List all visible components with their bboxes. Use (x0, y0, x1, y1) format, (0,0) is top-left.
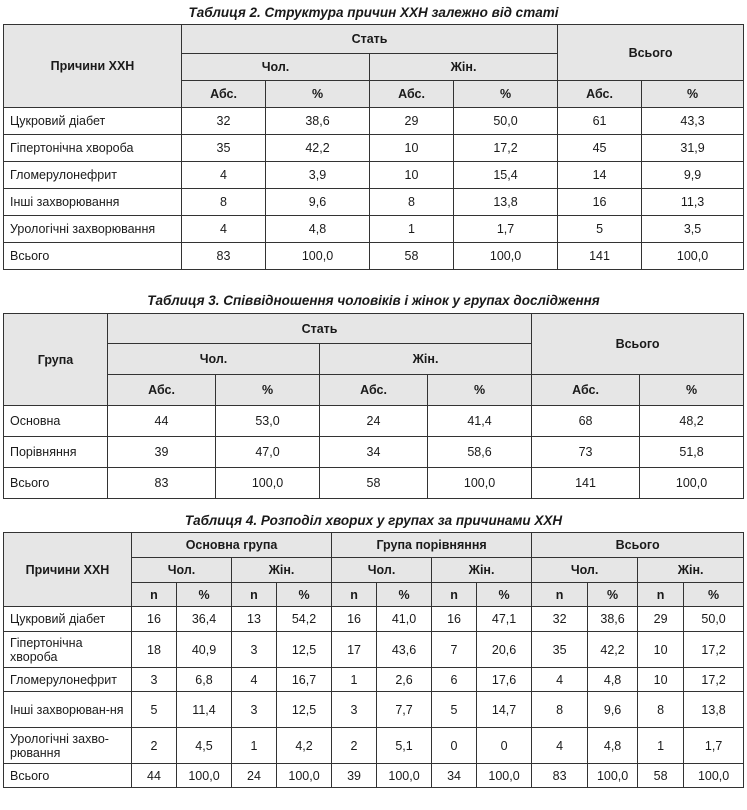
table-cell: 13,8 (684, 692, 744, 728)
table-cell: 39 (108, 437, 216, 468)
header-male: Чол. (182, 54, 370, 81)
header-main-group: Основна група (132, 533, 332, 558)
table-row (4, 692, 744, 728)
row-label: Урологічні захворювання (4, 216, 182, 243)
table-cell: 9,6 (266, 189, 370, 216)
header-n: n (638, 583, 684, 607)
table-cell: 54,2 (277, 607, 332, 632)
header-female: Жін. (638, 558, 744, 583)
table-cell: 4,8 (266, 216, 370, 243)
table4 (3, 532, 744, 788)
table-row (4, 108, 744, 135)
table-cell: 16 (432, 607, 477, 632)
table-cell: 5 (558, 216, 642, 243)
table-cell: 11,3 (642, 189, 744, 216)
table-cell: 4 (182, 162, 266, 189)
row-label: Порівняння (4, 437, 108, 468)
table-cell: 14,7 (477, 692, 532, 728)
table-cell: 12,5 (277, 632, 332, 668)
header-abs: Абс. (108, 375, 216, 406)
table-cell: 100,0 (266, 243, 370, 270)
table-cell: 42,2 (266, 135, 370, 162)
table-cell: 1 (638, 728, 684, 764)
table-cell: 3,5 (642, 216, 744, 243)
table-cell: 4,5 (177, 728, 232, 764)
table-cell: 41,0 (377, 607, 432, 632)
table-cell: 3 (232, 692, 277, 728)
table-cell: 17,6 (477, 668, 532, 692)
row-label: Гіпертонічна хвороба (4, 632, 132, 668)
table-cell: 50,0 (454, 108, 558, 135)
table-cell: 2,6 (377, 668, 432, 692)
table-cell: 4 (532, 668, 588, 692)
table-cell: 100,0 (642, 243, 744, 270)
table-cell: 7,7 (377, 692, 432, 728)
header-male: Чол. (332, 558, 432, 583)
table-cell: 45 (558, 135, 642, 162)
table-row (4, 728, 744, 764)
table-cell: 13 (232, 607, 277, 632)
table-cell: 4 (532, 728, 588, 764)
table-cell: 34 (320, 437, 428, 468)
table-cell: 38,6 (588, 607, 638, 632)
table-cell: 3 (332, 692, 377, 728)
header-comparison-group: Група порівняння (332, 533, 532, 558)
table-cell: 20,6 (477, 632, 532, 668)
table-cell: 100,0 (277, 764, 332, 788)
table-cell: 2 (132, 728, 177, 764)
row-label: Урологічні захво-рювання (4, 728, 132, 764)
table-cell: 8 (370, 189, 454, 216)
table-cell: 4 (182, 216, 266, 243)
header-reasons: Причини ХХН (4, 25, 182, 108)
header-sex: Стать (108, 314, 532, 344)
table-row (4, 764, 744, 788)
table-row (4, 468, 744, 499)
table4-body (4, 607, 744, 788)
header-n: n (532, 583, 588, 607)
table-cell: 24 (320, 406, 428, 437)
table-cell: 1,7 (454, 216, 558, 243)
row-label: Основна (4, 406, 108, 437)
header-female: Жін. (432, 558, 532, 583)
row-label: Цукровий діабет (4, 108, 182, 135)
header-abs: Абс. (532, 375, 640, 406)
table-cell: 18 (132, 632, 177, 668)
header-male: Чол. (108, 344, 320, 375)
header-abs: Абс. (370, 81, 454, 108)
table-cell: 32 (532, 607, 588, 632)
table-cell: 5,1 (377, 728, 432, 764)
table-cell: 17 (332, 632, 377, 668)
row-label: Цукровий діабет (4, 607, 132, 632)
header-pct: % (454, 81, 558, 108)
table-cell: 141 (532, 468, 640, 499)
table-cell: 35 (532, 632, 588, 668)
table-cell: 3,9 (266, 162, 370, 189)
table-cell: 100,0 (477, 764, 532, 788)
table-cell: 48,2 (640, 406, 744, 437)
header-pct: % (428, 375, 532, 406)
table-cell: 10 (370, 162, 454, 189)
table-cell: 1 (232, 728, 277, 764)
table-row (4, 135, 744, 162)
table-cell: 5 (432, 692, 477, 728)
table-cell: 41,4 (428, 406, 532, 437)
header-total: Всього (558, 25, 744, 81)
table-cell: 17,2 (454, 135, 558, 162)
table-cell: 2 (332, 728, 377, 764)
header-abs: Абс. (558, 81, 642, 108)
table-cell: 4 (232, 668, 277, 692)
table-cell: 58 (638, 764, 684, 788)
table-cell: 10 (638, 668, 684, 692)
table-cell: 4,8 (588, 728, 638, 764)
table3-caption: Таблиця 3. Співвідношення чоловіків і жінок у групах дослідження (147, 293, 600, 308)
table-cell: 10 (370, 135, 454, 162)
header-pct: % (588, 583, 638, 607)
table-cell: 34 (432, 764, 477, 788)
header-pct: % (177, 583, 232, 607)
header-pct: % (216, 375, 320, 406)
table-cell: 13,8 (454, 189, 558, 216)
table2-caption: Таблиця 2. Структура причин ХХН залежно від статі (188, 5, 559, 20)
table-cell: 29 (370, 108, 454, 135)
header-sex: Стать (182, 25, 558, 54)
header-reasons: Причини ХХН (4, 533, 132, 607)
table-cell: 100,0 (177, 764, 232, 788)
table-cell: 100,0 (588, 764, 638, 788)
table-cell: 50,0 (684, 607, 744, 632)
table-cell: 29 (638, 607, 684, 632)
table-cell: 6 (432, 668, 477, 692)
row-label: Всього (4, 764, 132, 788)
table-cell: 1,7 (684, 728, 744, 764)
table-cell: 4,2 (277, 728, 332, 764)
table-cell: 36,4 (177, 607, 232, 632)
table-cell: 12,5 (277, 692, 332, 728)
table-cell: 31,9 (642, 135, 744, 162)
table-cell: 44 (108, 406, 216, 437)
table-cell: 100,0 (377, 764, 432, 788)
row-label: Гіпертонічна хвороба (4, 135, 182, 162)
table-cell: 10 (638, 632, 684, 668)
table-cell: 32 (182, 108, 266, 135)
table-cell: 8 (638, 692, 684, 728)
table-cell: 0 (477, 728, 532, 764)
table-cell: 100,0 (640, 468, 744, 499)
table-cell: 38,6 (266, 108, 370, 135)
table-cell: 8 (532, 692, 588, 728)
table-cell: 16 (132, 607, 177, 632)
table-cell: 51,8 (640, 437, 744, 468)
row-label: Гломерулонефрит (4, 668, 132, 692)
table-cell: 73 (532, 437, 640, 468)
header-female: Жін. (370, 54, 558, 81)
table-cell: 83 (182, 243, 266, 270)
table-cell: 47,0 (216, 437, 320, 468)
table-cell: 42,2 (588, 632, 638, 668)
table-cell: 68 (532, 406, 640, 437)
table-row (4, 437, 744, 468)
header-total: Всього (532, 533, 744, 558)
header-male: Чол. (132, 558, 232, 583)
table3-body (4, 406, 744, 499)
table-cell: 1 (370, 216, 454, 243)
table-cell: 16 (558, 189, 642, 216)
table-cell: 16 (332, 607, 377, 632)
table-cell: 47,1 (477, 607, 532, 632)
table-row (4, 216, 744, 243)
table-cell: 53,0 (216, 406, 320, 437)
table-cell: 35 (182, 135, 266, 162)
header-n: n (332, 583, 377, 607)
table4-caption: Таблиця 4. Розподіл хворих у групах за причинами ХХН (184, 513, 563, 528)
table-cell: 58,6 (428, 437, 532, 468)
table-cell: 8 (182, 189, 266, 216)
row-label: Всього (4, 243, 182, 270)
table-row (4, 607, 744, 632)
table-cell: 83 (108, 468, 216, 499)
table-row (4, 632, 744, 668)
table-cell: 83 (532, 764, 588, 788)
header-pct: % (640, 375, 744, 406)
row-label: Інші захворювання (4, 189, 182, 216)
table-row (4, 243, 744, 270)
table-row (4, 162, 744, 189)
header-pct: % (642, 81, 744, 108)
header-female: Жін. (320, 344, 532, 375)
table-cell: 40,9 (177, 632, 232, 668)
table-cell: 6,8 (177, 668, 232, 692)
table-cell: 58 (320, 468, 428, 499)
table-cell: 39 (332, 764, 377, 788)
table-cell: 58 (370, 243, 454, 270)
table-cell: 61 (558, 108, 642, 135)
table-cell: 3 (232, 632, 277, 668)
table-cell: 14 (558, 162, 642, 189)
table-cell: 15,4 (454, 162, 558, 189)
table-cell: 24 (232, 764, 277, 788)
header-n: n (132, 583, 177, 607)
table-row (4, 406, 744, 437)
table2-body (4, 108, 744, 270)
table3 (3, 313, 744, 499)
table-cell: 43,3 (642, 108, 744, 135)
table-cell: 43,6 (377, 632, 432, 668)
table-cell: 16,7 (277, 668, 332, 692)
table-cell: 141 (558, 243, 642, 270)
table-cell: 4,8 (588, 668, 638, 692)
table-cell: 44 (132, 764, 177, 788)
table-cell: 100,0 (684, 764, 744, 788)
table-cell: 17,2 (684, 668, 744, 692)
header-pct: % (266, 81, 370, 108)
table-cell: 9,6 (588, 692, 638, 728)
header-pct: % (377, 583, 432, 607)
header-male: Чол. (532, 558, 638, 583)
table-cell: 5 (132, 692, 177, 728)
table-cell: 100,0 (428, 468, 532, 499)
header-abs: Абс. (182, 81, 266, 108)
table-cell: 9,9 (642, 162, 744, 189)
header-pct: % (477, 583, 532, 607)
table2 (3, 24, 744, 270)
header-pct: % (684, 583, 744, 607)
header-group: Група (4, 314, 108, 406)
table-cell: 17,2 (684, 632, 744, 668)
header-pct: % (277, 583, 332, 607)
header-female: Жін. (232, 558, 332, 583)
table-cell: 7 (432, 632, 477, 668)
table-cell: 11,4 (177, 692, 232, 728)
header-total: Всього (532, 314, 744, 375)
table-cell: 0 (432, 728, 477, 764)
table-row (4, 668, 744, 692)
header-abs: Абс. (320, 375, 428, 406)
table-row (4, 189, 744, 216)
header-n: n (232, 583, 277, 607)
table-cell: 1 (332, 668, 377, 692)
row-label: Гломерулонефрит (4, 162, 182, 189)
table-cell: 3 (132, 668, 177, 692)
row-label: Всього (4, 468, 108, 499)
row-label: Інші захворюван-ня (4, 692, 132, 728)
table-cell: 100,0 (454, 243, 558, 270)
header-n: n (432, 583, 477, 607)
table-cell: 100,0 (216, 468, 320, 499)
